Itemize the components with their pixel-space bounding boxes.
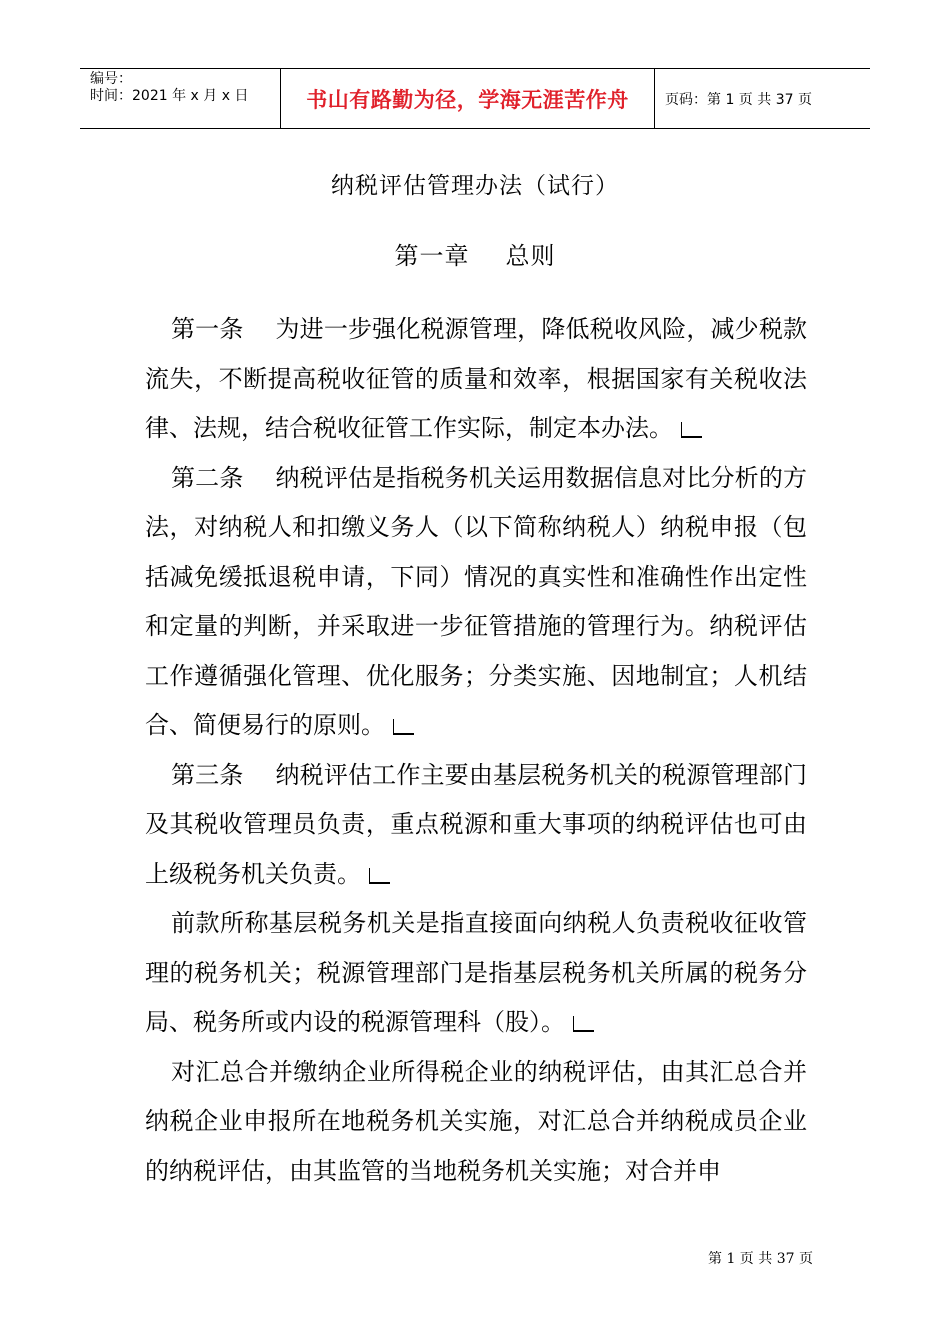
paragraph (145, 454, 807, 751)
paragraph-mark-icon (369, 868, 390, 884)
paragraph (145, 899, 807, 1048)
document-number-label: 编号： (90, 71, 132, 87)
paragraph (145, 305, 807, 454)
document-date-label: 时间：2021 年 x 月 x 日 (90, 88, 249, 104)
paragraph (145, 751, 807, 900)
paragraph (145, 1048, 807, 1197)
paragraph-text: 对汇总合并缴纳企业所得税企业的纳税评估，由其汇总合并纳税企业申报所在地税务机关实施，对汇总合并纳税成员企业的纳税评估，由其监管的当地税务机关实施；对合并申 (145, 1057, 807, 1185)
header-meta (80, 69, 281, 128)
document-title: 纳税评估管理办法（试行） (331, 173, 619, 199)
document-body (145, 305, 807, 1196)
chapter-number: 第一章 (394, 242, 470, 270)
chapter-heading (0, 236, 950, 271)
header-page-label: 页码：第 1 页 共 37 页 (665, 91, 812, 108)
page-header (80, 68, 870, 129)
header-motto: 书山有路勤为径，学海无涯苦作舟 (281, 69, 655, 128)
article-number: 第一条 (171, 315, 244, 343)
page-footer: 第 1 页 共 37 页 (708, 1251, 813, 1267)
paragraph-mark-icon (681, 422, 702, 438)
article-number: 第三条 (171, 760, 244, 789)
paragraph-text: 纳税评估是指税务机关运用数据信息对比分析的方法，对纳税人和扣缴义务人（以下简称纳税人）纳税申报（包括减免缓抵退税申请，下同）情况的真实性和准确性作出定性和定量的判断，并采取进一步征管措施的管理行为。纳税评估工作遵循强化管理、优化服务；分类实施、因地制宜；人机结合、简便易行的原则。 (145, 463, 807, 739)
paragraph-text: 纳税评估工作主要由基层税务机关的税源管理部门及其税收管理员负责，重点税源和重大事项的纳税评估也可由上级税务机关负责。 (145, 760, 807, 888)
article-number: 第二条 (171, 463, 244, 492)
paragraph-mark-icon (573, 1016, 594, 1032)
paragraph-text: 为进一步强化税源管理，降低税收风险，减少税款流失，不断提高税收征管的质量和效率，根据国家有关税收法律、法规，结合税收征管工作实际，制定本办法。 (145, 315, 807, 442)
chapter-name: 总则 (505, 242, 556, 270)
paragraph-text: 前款所称基层税务机关是指直接面向纳税人负责税收征收管理的税务机关；税源管理部门是指基层税务机关所属的税务分局、税务所或内设的税源管理科（股）。 (145, 909, 807, 1036)
paragraph-mark-icon (393, 719, 414, 735)
